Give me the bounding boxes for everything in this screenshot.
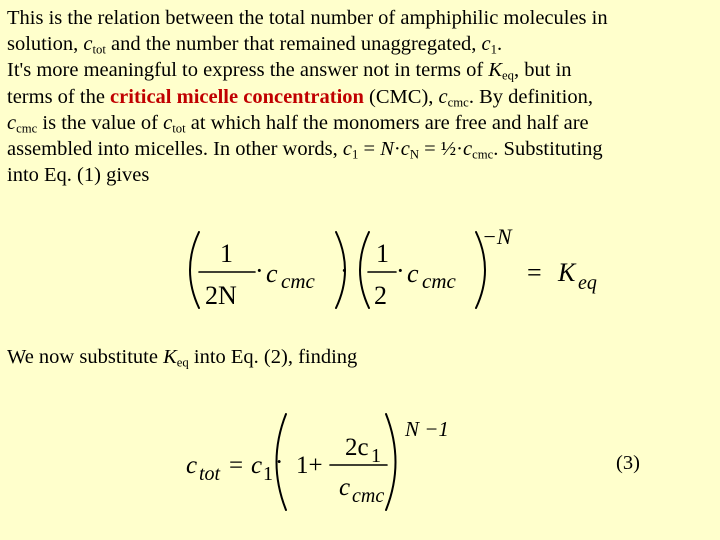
eq1-den-1: 2N xyxy=(205,281,237,310)
eq1-cmc-2: cmc xyxy=(422,269,456,293)
eq3-dot: · xyxy=(275,449,284,476)
eq1-K: K xyxy=(558,258,576,287)
eq3-c1-sub: 1 xyxy=(263,463,273,485)
eq1-dot-between: · xyxy=(340,256,349,285)
eq1-den-2: 2 xyxy=(374,281,387,310)
eq3-tot-sub: tot xyxy=(199,463,221,485)
eq1-cmc-1: cmc xyxy=(281,269,315,293)
line-7: into Eq. (1) gives xyxy=(7,164,150,187)
eq3-numerator: 2c xyxy=(345,434,369,461)
eq3-exponent: N −1 xyxy=(405,417,449,441)
eq1-left-paren-2 xyxy=(360,232,369,308)
line-3: It's more meaningful to express the answer not in terms of $K_{eq}$, but in xyxy=(7,59,572,83)
eq1-left-paren-1 xyxy=(190,232,199,308)
equation-1 xyxy=(0,222,720,322)
line-5: $c_{cmc}$ is the value of $c_{tot}$ at which half the monomers are free and half are xyxy=(7,111,589,136)
substitution-text: We now substitute $K_{eq}$ into Eq. (2), finding xyxy=(7,346,358,370)
eq3-numerator-sub: 1 xyxy=(371,445,381,467)
eq1-num-2: 1 xyxy=(376,239,389,268)
eq3-c-tot: c xyxy=(186,452,198,479)
line-1: This is the relation between the total number of amphiphilic molecules in xyxy=(7,7,608,29)
eq1-K-sub: eq xyxy=(578,272,597,294)
eq3-equals: = xyxy=(229,452,244,479)
eq3-denominator: c xyxy=(339,474,351,501)
eq3-right-paren xyxy=(386,414,396,510)
eq1-exponent: −N xyxy=(482,224,512,249)
cmc-term: critical micelle concentration xyxy=(110,85,364,108)
eq3-c1: c xyxy=(251,452,263,479)
eq1-c-1: c xyxy=(266,259,278,288)
eq3-denominator-sub: cmc xyxy=(352,485,385,507)
eq3-one-plus: 1+ xyxy=(296,452,323,479)
eq1-dot-2: · xyxy=(396,256,405,285)
eq1-c-2: c xyxy=(407,259,419,288)
line-6: assembled into micelles. In other words, $c_1 = N\cdot c_N$ = $\frac{1}{2}\cdot c_{cmc}$. Substituting xyxy=(7,138,603,162)
eq1-equals: = xyxy=(527,258,542,287)
equation-3 xyxy=(0,410,720,515)
line-4: terms of the critical micelle concentration (CMC), $c_{cmc}$. By definition, xyxy=(7,85,593,110)
line-2: solution, $c_{tot}$ and the number that remained unaggregated, $c_1$. xyxy=(7,33,503,57)
eq1-num-1: 1 xyxy=(220,239,233,268)
eq1-dot-1: · xyxy=(255,256,264,285)
equation-number: (3) xyxy=(616,452,640,474)
intro-paragraph xyxy=(7,5,715,188)
